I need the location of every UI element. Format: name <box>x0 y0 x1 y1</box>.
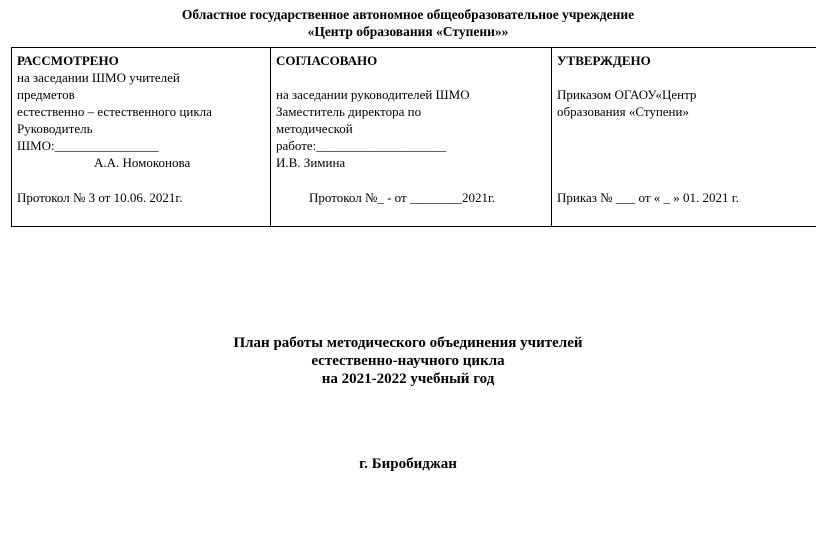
plan-title-line3: на 2021-2022 учебный год <box>321 371 495 387</box>
approved-line: образования «Ступени» <box>557 104 689 119</box>
reviewed-protocol: Протокол № 3 от 10.06. 2021г. <box>17 190 183 205</box>
reviewed-cell <box>12 48 271 227</box>
school-header <box>0 6 816 40</box>
approved-line: Приказом ОГАОУ«Центр <box>557 87 697 102</box>
reviewed-line: на заседании ШМО учителей <box>17 70 180 85</box>
reviewed-line: естественно – естественного цикла <box>17 104 212 119</box>
plan-title-line1: План работы методического объединения учителей <box>233 335 583 351</box>
reviewed-head-name: А.А. Номоконова <box>94 155 191 170</box>
agreed-protocol: Протокол №_ - от ________2021г. <box>309 190 496 205</box>
reviewed-line: предметов <box>17 87 75 102</box>
reviewed-line: ШМО:________________ <box>17 138 159 153</box>
approved-protocol: Приказ № ___ от « _ » 01. 2021 г. <box>557 190 739 205</box>
agreed-line: на заседании руководителей ШМО <box>276 87 470 102</box>
reviewed-title: РАССМОТРЕНО <box>17 53 119 68</box>
reviewed-line: Руководитель <box>17 121 93 136</box>
school-name-line1: Областное государственное автономное общеобразовательное учреждение <box>181 7 635 22</box>
approved-cell <box>552 48 816 227</box>
agreed-cell <box>271 48 552 227</box>
plan-title <box>0 334 816 388</box>
city-name: г. Биробиджан <box>359 456 457 472</box>
agreed-line: Заместитель директора по <box>276 104 422 119</box>
agreed-line: работе:____________________ <box>276 138 447 153</box>
school-name-line2: «Центр образования «Ступени»» <box>307 24 509 39</box>
agreed-line: И.В. Зимина <box>276 155 346 170</box>
approval-table <box>11 47 816 227</box>
plan-title-line2: естественно-научного цикла <box>311 353 505 369</box>
agreed-line: методической <box>276 121 353 136</box>
agreed-title: СОГЛАСОВАНО <box>276 53 378 68</box>
approved-title: УТВЕРЖДЕНО <box>557 53 651 68</box>
